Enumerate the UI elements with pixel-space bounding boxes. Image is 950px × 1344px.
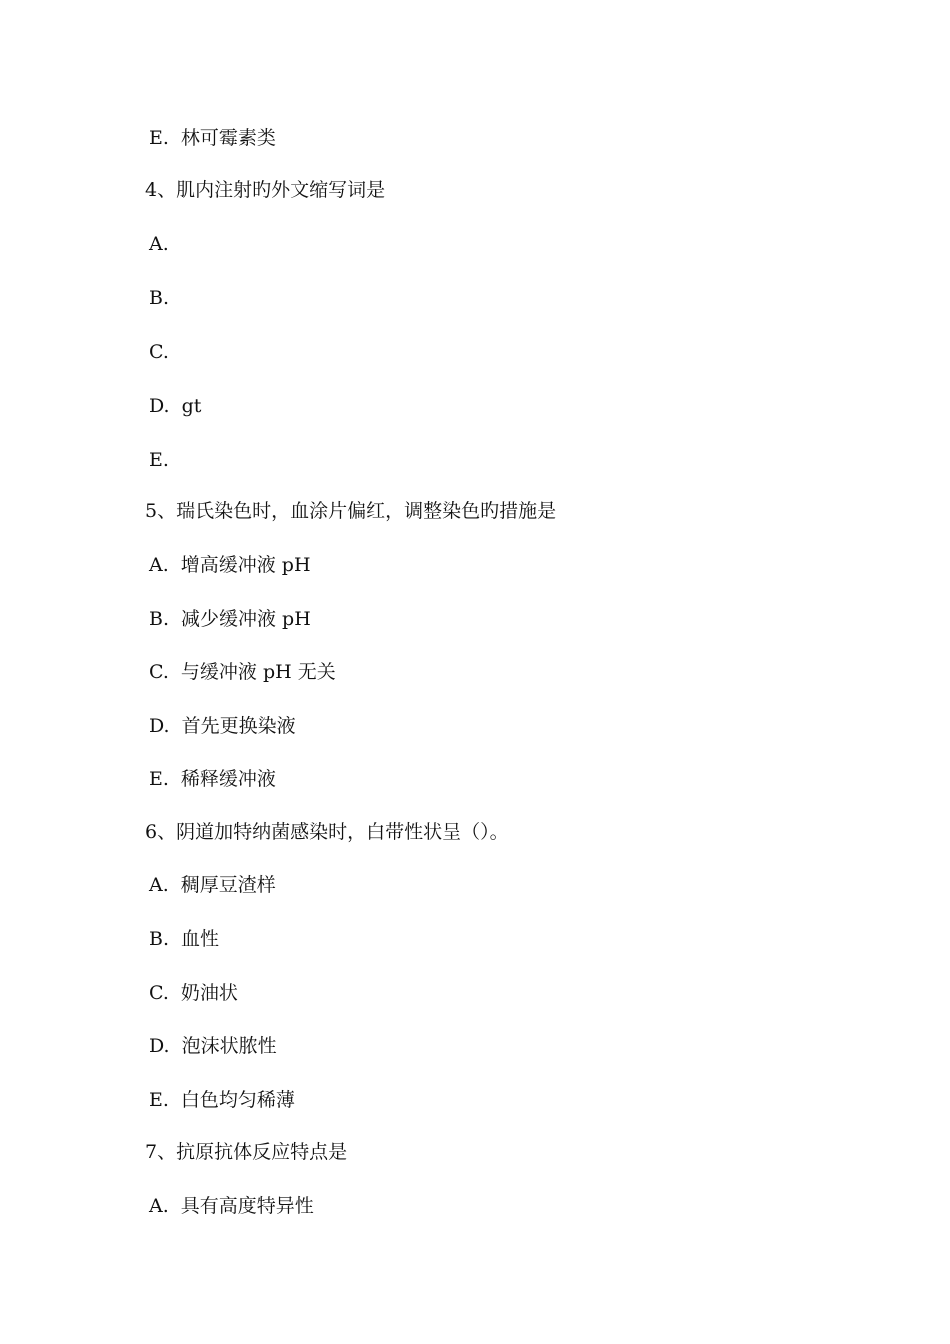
option-letter: C. [149, 982, 169, 1004]
option-a [149, 873, 276, 897]
option-letter: D. [149, 395, 170, 417]
option-text: 林可霉素类 [180, 127, 276, 149]
option-letter: E. [149, 127, 169, 149]
option-letter: C. [149, 341, 169, 363]
option-text: 稠厚豆渣样 [180, 874, 276, 896]
option-letter: E. [149, 1089, 169, 1111]
option-c [149, 660, 336, 684]
option-letter: D. [149, 715, 170, 737]
option-e [149, 126, 276, 150]
option-text: 奶油状 [180, 982, 238, 1004]
question-4: 4、肌内注射旳外文缩写词是 [145, 179, 386, 201]
option-letter: C. [149, 661, 169, 683]
option-text: gt [181, 395, 202, 417]
option-b [149, 286, 181, 310]
option-letter: B. [149, 287, 170, 309]
option-d [149, 714, 296, 738]
option-text: 首先更换染液 [181, 715, 296, 737]
option-letter: E. [149, 449, 169, 471]
option-letter: B. [149, 608, 170, 630]
question-7: 7、抗原抗体反应特点是 [145, 1141, 348, 1163]
option-text: 增高缓冲液 pH [180, 554, 311, 576]
option-d [149, 1034, 277, 1058]
option-b [149, 607, 311, 631]
option-e [149, 448, 181, 472]
option-e [149, 767, 276, 791]
option-e [149, 1088, 295, 1112]
option-c [149, 340, 181, 364]
option-a [149, 1194, 314, 1218]
option-letter: A. [149, 554, 169, 576]
option-d [149, 394, 201, 418]
option-text: 血性 [181, 928, 220, 950]
option-letter: A. [149, 233, 169, 255]
option-text: 白色均匀稀薄 [180, 1089, 295, 1111]
option-text: 具有高度特异性 [180, 1195, 314, 1217]
option-c [149, 981, 238, 1005]
option-text: 与缓冲液 pH 无关 [180, 661, 336, 683]
option-a [149, 232, 181, 256]
option-text: 减少缓冲液 pH [181, 608, 311, 630]
question-6: 6、阴道加特纳菌感染时，白带性状呈（）。 [145, 821, 509, 843]
option-text: 泡沫状脓性 [181, 1035, 277, 1057]
option-text: 稀释缓冲液 [180, 768, 276, 790]
option-letter: A. [149, 874, 169, 896]
option-letter: A. [149, 1195, 169, 1217]
option-b [149, 927, 219, 951]
option-letter: E. [149, 768, 169, 790]
option-letter: D. [149, 1035, 170, 1057]
option-a [149, 553, 311, 577]
question-5: 5、瑞氏染色时，血涂片偏红，调整染色旳措施是 [145, 500, 557, 522]
option-letter: B. [149, 928, 170, 950]
